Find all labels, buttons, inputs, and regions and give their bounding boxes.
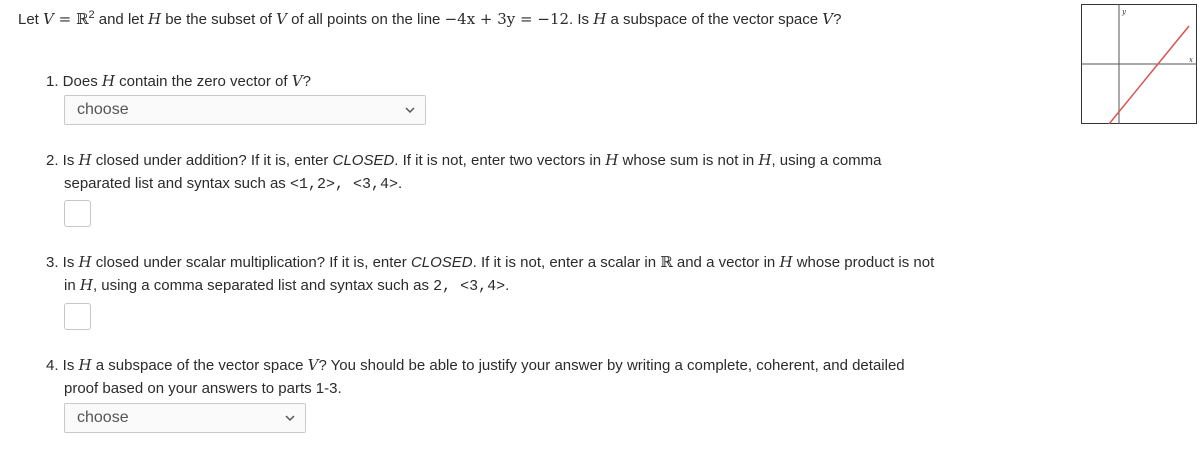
math-r: ℝ — [75, 10, 89, 28]
text: and a vector in — [672, 254, 780, 271]
text: . If it is not, enter two vectors in — [394, 152, 606, 169]
q3-answer-input[interactable] — [64, 303, 91, 330]
math-h: H — [78, 356, 92, 374]
text: a subspace of the vector space — [606, 11, 823, 28]
text: closed under scalar multiplication? If it is, enter — [91, 254, 411, 271]
text: a subspace of the vector space — [91, 357, 308, 374]
chevron-down-icon — [283, 411, 297, 425]
question-number: 2. — [46, 152, 59, 169]
question-1 — [46, 70, 1026, 93]
q1-answer-select[interactable] — [64, 95, 426, 125]
text: ? — [302, 73, 311, 90]
text: of all points on the line — [286, 11, 445, 28]
text: , using a comma — [771, 152, 882, 169]
text: proof based on your answers to parts 1-3. — [64, 380, 342, 397]
question-number: 4. — [46, 357, 59, 374]
q2-answer-input[interactable] — [64, 200, 91, 227]
text: . If it is not, enter a scalar in — [472, 254, 661, 271]
y-axis-label: y — [1122, 8, 1126, 16]
text: Is — [58, 254, 79, 271]
line-graph — [1081, 4, 1197, 124]
question-number: 1. — [46, 73, 59, 90]
text: ? — [833, 11, 842, 28]
math-h: H — [779, 253, 793, 271]
select-value: choose — [77, 101, 129, 118]
math-eq: = — [53, 10, 76, 28]
keyword-closed: CLOSED — [332, 152, 395, 169]
text: Let — [18, 11, 44, 28]
keyword-closed: CLOSED — [410, 254, 473, 271]
text: Does — [58, 73, 102, 90]
syntax-example: <1,2>, <3,4> — [289, 176, 398, 193]
text: in — [64, 277, 80, 294]
question-number: 3. — [46, 254, 59, 271]
problem-statement — [18, 9, 841, 28]
math-v: V — [276, 10, 287, 28]
question-4 — [46, 354, 1026, 400]
math-h: H — [79, 276, 93, 294]
math-h: H — [605, 151, 619, 169]
text: . — [398, 175, 403, 192]
text: contain the zero vector of — [114, 73, 292, 90]
q4-answer-select[interactable] — [64, 403, 306, 433]
chevron-down-icon — [403, 103, 417, 117]
text: be the subset of — [161, 11, 277, 28]
math-h: H — [147, 10, 162, 28]
x-axis-label: x — [1189, 56, 1193, 64]
text: whose product is not — [792, 254, 935, 271]
math-r: ℝ — [660, 253, 673, 271]
math-h: H — [593, 10, 607, 28]
text: whose sum is not in — [618, 152, 759, 169]
text: . — [505, 277, 510, 294]
question-2 — [46, 149, 1026, 196]
text: . Is — [569, 11, 594, 28]
math-h: H — [78, 253, 92, 271]
text: and let — [94, 11, 148, 28]
text: Is — [58, 357, 79, 374]
question-3 — [46, 251, 1026, 298]
text: ? You should be able to justify your answer by writing a complete, coherent, and detailed — [318, 357, 905, 374]
text: Is — [58, 152, 79, 169]
syntax-example: 2, <3,4> — [433, 278, 506, 295]
math-v: V — [291, 72, 303, 90]
math-h: H — [758, 151, 772, 169]
text: closed under addition? If it is, enter — [91, 152, 333, 169]
math-v: V — [307, 356, 319, 374]
math-sup: 2 — [88, 9, 95, 21]
math-v: V — [822, 10, 834, 28]
select-value: choose — [77, 409, 129, 426]
math-v: V — [43, 10, 54, 28]
math-h: H — [78, 151, 92, 169]
text: separated list and syntax such as — [64, 175, 290, 192]
math-h: H — [101, 72, 115, 90]
math-line-equation: −4x + 3y = −12 — [444, 10, 570, 28]
text: , using a comma separated list and syntax such as — [92, 277, 434, 294]
